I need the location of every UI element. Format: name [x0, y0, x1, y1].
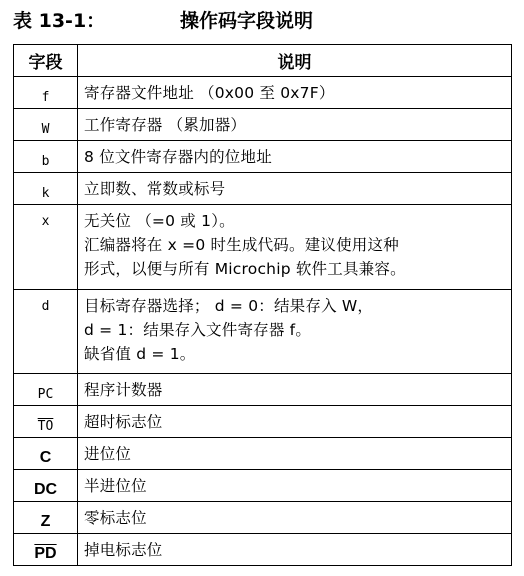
field-symbol: f	[41, 89, 50, 105]
field-cell	[14, 502, 78, 534]
table-title: 操作码字段说明	[180, 10, 314, 32]
description-cell	[78, 406, 512, 438]
table-row	[14, 502, 512, 534]
table-row	[14, 141, 512, 173]
field-symbol: PC	[37, 386, 54, 402]
table-row	[14, 374, 512, 406]
description-cell	[78, 374, 512, 406]
field-cell	[14, 374, 78, 406]
field-symbol: k	[41, 185, 50, 201]
description-cell	[78, 141, 512, 173]
description-line: 立即数、常数或标号	[84, 180, 226, 198]
description-cell	[78, 502, 512, 534]
field-cell	[14, 534, 78, 566]
table-caption	[13, 6, 513, 36]
field-cell	[14, 438, 78, 470]
description-line: 寄存器文件地址 （0x00 至 0x7F）	[84, 84, 335, 102]
table-number: 表 13-1：	[13, 10, 106, 32]
field-symbol: W	[41, 121, 50, 137]
description-cell	[78, 205, 512, 290]
field-cell	[14, 406, 78, 438]
description-line: 无关位 （=0 或 1）。	[84, 212, 235, 230]
description-cell	[78, 534, 512, 566]
table-row	[14, 406, 512, 438]
field-symbol: DC	[33, 480, 58, 498]
field-cell	[14, 109, 78, 141]
table-header-row	[14, 45, 512, 77]
table-row	[14, 173, 512, 205]
description-cell	[78, 470, 512, 502]
description-line: 工作寄存器 （累加器）	[84, 116, 247, 134]
description-cell	[78, 173, 512, 205]
description-line: 掉电标志位	[84, 541, 163, 559]
opcode-field-table	[13, 44, 512, 566]
description-line: 汇编器将在 x =0 时生成代码。建议使用这种	[84, 236, 399, 254]
description-line: 8 位文件寄存器内的位地址	[84, 148, 272, 166]
field-symbol: b	[41, 153, 50, 169]
field-symbol: Z	[40, 512, 51, 530]
table-row	[14, 290, 512, 374]
description-line: 程序计数器	[84, 381, 163, 399]
description-cell	[78, 290, 512, 374]
table-row	[14, 438, 512, 470]
description-line: d = 1：结果存入文件寄存器 f。	[84, 321, 312, 339]
field-cell	[14, 290, 78, 374]
description-line: 进位位	[84, 445, 132, 463]
table-row	[14, 470, 512, 502]
field-symbol: $\overline{TO}$	[37, 418, 54, 434]
field-cell	[14, 141, 78, 173]
table-body	[14, 77, 512, 566]
header-field: 字段	[14, 45, 78, 77]
field-symbol: C	[39, 448, 52, 466]
description-line: 零标志位	[84, 509, 147, 527]
description-cell	[78, 109, 512, 141]
field-cell	[14, 173, 78, 205]
field-cell	[14, 205, 78, 290]
description-line: 目标寄存器选择； d = 0：结果存入 W，	[84, 297, 374, 315]
description-cell	[78, 438, 512, 470]
table-row	[14, 205, 512, 290]
field-symbol: x	[41, 214, 50, 229]
description-line: 缺省值 d = 1。	[84, 345, 196, 363]
field-cell	[14, 470, 78, 502]
header-description: 说明	[78, 45, 512, 77]
table-row	[14, 534, 512, 566]
table-row	[14, 77, 512, 109]
description-line: 超时标志位	[84, 413, 163, 431]
description-line: 半进位位	[84, 477, 147, 495]
field-symbol: $\overline{PD}$	[34, 544, 57, 562]
field-symbol: d	[41, 299, 50, 314]
description-cell	[78, 77, 512, 109]
field-cell	[14, 77, 78, 109]
description-line: 形式，以便与所有 Microchip 软件工具兼容。	[84, 260, 406, 278]
table-row	[14, 109, 512, 141]
